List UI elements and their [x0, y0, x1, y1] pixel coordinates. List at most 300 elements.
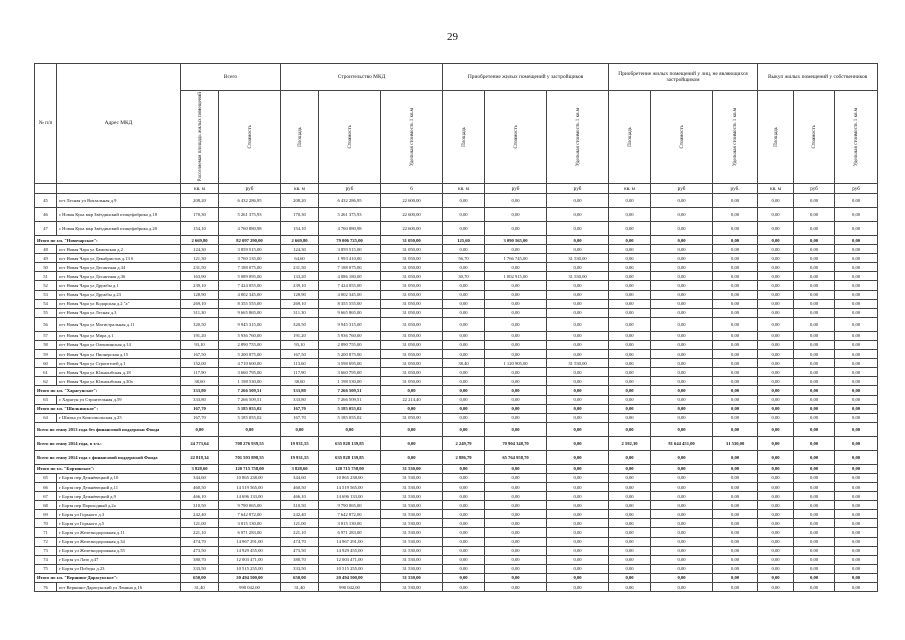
value-cell: 0,00: [547, 546, 609, 555]
value-cell: 2 669,80: [281, 236, 319, 245]
address-cell: пгт Вершино-Дарасунский ул Ленина д.16: [57, 583, 181, 592]
value-cell: 0,00: [758, 236, 794, 245]
header-buyout-cost: Стоимость: [794, 91, 835, 184]
value-cell: 0,00: [443, 290, 485, 299]
value-cell: 0,00: [651, 501, 713, 510]
value-cell: 0,00: [835, 436, 878, 450]
value-cell: 31 050,00: [381, 377, 443, 386]
row-number: 67: [35, 492, 57, 501]
value-cell: 0,00: [758, 573, 794, 582]
value-cell: 0,00: [835, 546, 878, 555]
value-cell: 0,00: [609, 281, 651, 290]
subtotal-row: [35, 450, 878, 464]
value-cell: 0,00: [835, 510, 878, 519]
value-cell: 0,00: [835, 263, 878, 272]
value-cell: 0,00: [547, 537, 609, 546]
value-cell: 14 929 455,00: [319, 546, 381, 555]
value-cell: 0,00: [547, 350, 609, 359]
value-cell: 0,00: [794, 245, 835, 254]
value-cell: 0,00: [651, 272, 713, 281]
row-number: 69: [35, 510, 57, 519]
value-cell: 4 086 180,00: [319, 272, 381, 281]
unit-cell: руб: [835, 184, 878, 194]
value-cell: 0,00: [547, 377, 609, 386]
address-cell: г Борзя ул Железнодорожная д.34: [57, 537, 181, 546]
value-cell: 0,00: [443, 368, 485, 377]
value-cell: 0,00: [485, 519, 547, 528]
value-cell: 0,00: [485, 583, 547, 592]
value-cell: 0,00: [547, 194, 609, 208]
value-cell: 0,00: [219, 422, 281, 436]
value-cell: 3 598 695,00: [319, 359, 381, 368]
address-cell: пгт Новая Чара ул Строителей д.1: [57, 359, 181, 368]
value-cell: 0,00: [651, 422, 713, 436]
table-row: [35, 413, 878, 422]
value-cell: 333,80: [281, 395, 319, 404]
value-cell: 0,00: [794, 473, 835, 482]
row-number: 76: [35, 583, 57, 592]
value-cell: 0,00: [443, 350, 485, 359]
value-cell: 0,00: [835, 573, 878, 582]
address-cell: пгт Лесная ул Вокзальная д.9: [57, 194, 181, 208]
value-cell: 0,00: [547, 308, 609, 317]
value-cell: 5 261 375,93: [319, 208, 381, 222]
value-cell: 0,00: [713, 450, 758, 464]
value-cell: 0,00: [758, 317, 794, 331]
value-cell: 124,30: [181, 245, 219, 254]
value-cell: 990 042,00: [219, 583, 281, 592]
value-cell: 0,00: [794, 404, 835, 413]
value-cell: 0,00: [713, 194, 758, 208]
value-cell: 6 971 283,00: [319, 528, 381, 537]
value-cell: 6 432 286,95: [319, 194, 381, 208]
unit-cell: руб: [319, 184, 381, 194]
value-cell: 7 642 872,00: [319, 510, 381, 519]
value-cell: 14 967 291,00: [319, 537, 381, 546]
value-cell: 31 050,00: [381, 340, 443, 349]
value-cell: 0,00: [547, 290, 609, 299]
row-number: 59: [35, 350, 57, 359]
value-cell: 0,00: [651, 290, 713, 299]
value-cell: 0,00: [713, 564, 758, 573]
table-row: [35, 222, 878, 236]
value-cell: 22 600,00: [381, 194, 443, 208]
value-cell: 0,00: [794, 281, 835, 290]
value-cell: 9 790 065,00: [219, 501, 281, 510]
value-cell: 0,00: [794, 272, 835, 281]
address-cell: г Борзя ул Победы д.23: [57, 564, 181, 573]
value-cell: 7 424 055,00: [219, 281, 281, 290]
value-cell: 12 003 471,00: [319, 555, 381, 564]
value-cell: 0,00: [547, 473, 609, 482]
housing-resettlement-table: [34, 63, 878, 592]
value-cell: 0,00: [319, 422, 381, 436]
value-cell: 380,70: [181, 555, 219, 564]
value-cell: 191,20: [181, 331, 219, 340]
value-cell: 0,00: [835, 350, 878, 359]
value-cell: 0,00: [485, 528, 547, 537]
header-address: Адрес МКД: [57, 64, 181, 184]
value-cell: 0,00: [758, 368, 794, 377]
value-cell: 0,00: [835, 340, 878, 349]
value-cell: 117,90: [181, 368, 219, 377]
value-cell: 0,00: [758, 537, 794, 546]
value-cell: 0,00: [794, 555, 835, 564]
value-cell: 14 696 133,00: [319, 492, 381, 501]
value-cell: 0,00: [609, 555, 651, 564]
row-number: 54: [35, 299, 57, 308]
value-cell: 0,00: [794, 422, 835, 436]
value-cell: 0,00: [485, 317, 547, 331]
table-row: [35, 194, 878, 208]
value-cell: 0,00: [794, 583, 835, 592]
table-row: [35, 510, 878, 519]
value-cell: 0,00: [609, 308, 651, 317]
value-cell: 0,00: [835, 308, 878, 317]
value-cell: 0,00: [758, 564, 794, 573]
value-cell: 7 266 509,51: [319, 395, 381, 404]
value-cell: 4 760 880,98: [219, 222, 281, 236]
table-row: [35, 546, 878, 555]
value-cell: 0,00: [651, 404, 713, 413]
value-cell: 191,20: [281, 331, 319, 340]
unit-cell: кв. м: [609, 184, 651, 194]
value-cell: 0,00: [609, 546, 651, 555]
value-cell: 0,00: [713, 350, 758, 359]
row-number: 63: [35, 395, 57, 404]
value-cell: 242,40: [281, 510, 319, 519]
value-cell: 0,00: [609, 395, 651, 404]
value-cell: 0,00: [443, 245, 485, 254]
value-cell: 9 945 315,00: [219, 317, 281, 331]
table-row: [35, 564, 878, 573]
value-cell: 14 519 565,00: [219, 482, 281, 491]
row-number: 49: [35, 254, 57, 263]
value-cell: 0,00: [758, 350, 794, 359]
table-row: [35, 299, 878, 308]
value-cell: 0,00: [835, 377, 878, 386]
subtotal-row: [35, 422, 878, 436]
value-cell: 31 530,00: [381, 473, 443, 482]
value-cell: 31 050,00: [381, 236, 443, 245]
row-number: 64: [35, 413, 57, 422]
value-cell: 0,00: [651, 395, 713, 404]
value-cell: 701 593 898,55: [219, 450, 281, 464]
table-row: [35, 583, 878, 592]
value-cell: 31 050,00: [381, 272, 443, 281]
table-row: [35, 331, 878, 340]
value-cell: 167,70: [281, 413, 319, 422]
value-cell: 0,00: [713, 245, 758, 254]
value-cell: 1 120 905,00: [485, 359, 547, 368]
value-cell: 19 931,55: [281, 436, 319, 450]
table-row: [35, 537, 878, 546]
value-cell: 0,00: [758, 422, 794, 436]
value-cell: 0,00: [794, 528, 835, 537]
value-cell: 3 660 795,00: [219, 368, 281, 377]
value-cell: 0,00: [547, 482, 609, 491]
value-cell: 31 530,00: [547, 254, 609, 263]
value-cell: 0,00: [547, 208, 609, 222]
value-cell: 24 773,64: [181, 436, 219, 450]
row-number: 71: [35, 528, 57, 537]
value-cell: 0,00: [713, 222, 758, 236]
value-cell: 0,00: [609, 194, 651, 208]
value-cell: 19 931,55: [281, 450, 319, 464]
value-cell: 473,50: [181, 546, 219, 555]
table-row: [35, 263, 878, 272]
value-cell: 31 530,00: [381, 583, 443, 592]
value-cell: 320,50: [281, 317, 319, 331]
value-cell: 0,00: [794, 573, 835, 582]
value-cell: 0,00: [794, 350, 835, 359]
row-number: 51: [35, 272, 57, 281]
value-cell: 31 530,00: [381, 537, 443, 546]
value-cell: 0,00: [443, 308, 485, 317]
value-cell: 0,00: [651, 450, 713, 464]
value-cell: 0,00: [758, 404, 794, 413]
row-number: 60: [35, 359, 57, 368]
value-cell: 31 530,00: [381, 519, 443, 528]
table-row: [35, 272, 878, 281]
value-cell: 0,00: [713, 482, 758, 491]
value-cell: 0,00: [758, 245, 794, 254]
value-cell: 0,00: [485, 222, 547, 236]
value-cell: 635 828 139,85: [319, 436, 381, 450]
value-cell: 0,00: [485, 245, 547, 254]
value-cell: 0,00: [758, 359, 794, 368]
value-cell: 0,00: [485, 208, 547, 222]
value-cell: 121,30: [181, 254, 219, 263]
value-cell: 311,30: [281, 308, 319, 317]
value-cell: 0,00: [443, 317, 485, 331]
table-row: [35, 528, 878, 537]
value-cell: 0,00: [835, 492, 878, 501]
value-cell: 380,70: [281, 555, 319, 564]
value-cell: 0,00: [547, 422, 609, 436]
subtotal-row: [35, 236, 878, 245]
header-buyout-unit-cost: Удельная стоимость 1 кв.м: [835, 91, 878, 184]
value-cell: 0,00: [443, 222, 485, 236]
value-cell: 4 719 600,00: [219, 359, 281, 368]
value-cell: 0,00: [835, 359, 878, 368]
row-number: 55: [35, 308, 57, 317]
value-cell: 31 050,00: [381, 254, 443, 263]
value-cell: 0,00: [609, 386, 651, 395]
value-cell: 0,00: [651, 350, 713, 359]
table-row: [35, 317, 878, 331]
address-cell: пгт Новая Чара ул Пионерская д.15: [57, 350, 181, 359]
table-row: [35, 350, 878, 359]
value-cell: 0,00: [713, 501, 758, 510]
value-cell: 0,00: [713, 546, 758, 555]
value-cell: 0,00: [758, 436, 794, 450]
value-cell: 650,00: [281, 573, 319, 582]
value-cell: 0,00: [609, 340, 651, 349]
address-cell: с Новая Кука мкр Звёздинский птицефабрика д.18: [57, 208, 181, 222]
value-cell: 5 185 055,02: [219, 413, 281, 422]
value-cell: 0,00: [609, 564, 651, 573]
value-cell: 117,90: [281, 368, 319, 377]
value-cell: 0,00: [443, 395, 485, 404]
value-cell: 0,00: [547, 245, 609, 254]
value-cell: 0,00: [758, 299, 794, 308]
value-cell: 0,00: [381, 450, 443, 464]
value-cell: 3 815 130,00: [219, 519, 281, 528]
subtotal-row: [35, 573, 878, 582]
value-cell: 0,00: [609, 583, 651, 592]
subtotal-label: Всего по этапу 2014 года с финансовой поддержкой Фонда: [35, 450, 181, 464]
value-cell: 0,00: [835, 236, 878, 245]
value-cell: 0,00: [758, 395, 794, 404]
subtotal-row: [35, 404, 878, 413]
value-cell: 14 519 565,00: [319, 482, 381, 491]
value-cell: 0,00: [547, 222, 609, 236]
value-cell: 0,00: [794, 317, 835, 331]
value-cell: 31 530,00: [381, 510, 443, 519]
value-cell: 0,00: [443, 573, 485, 582]
value-cell: 31 530,00: [381, 492, 443, 501]
value-cell: 0,00: [651, 537, 713, 546]
value-cell: 3 828,60: [181, 464, 219, 473]
value-cell: 0,00: [713, 281, 758, 290]
value-cell: 0,00: [713, 555, 758, 564]
header-dev-unit-cost: Удельная стоимость 1 кв.м: [547, 91, 609, 184]
value-cell: 1 198 530,00: [319, 377, 381, 386]
value-cell: 0,00: [651, 359, 713, 368]
value-cell: 3 828,60: [281, 464, 319, 473]
value-cell: 0,00: [835, 299, 878, 308]
row-number: 53: [35, 290, 57, 299]
value-cell: 31 530,00: [381, 528, 443, 537]
value-cell: 635 828 139,85: [319, 450, 381, 464]
value-cell: 0,00: [835, 254, 878, 263]
value-cell: 0,00: [547, 340, 609, 349]
value-cell: 22 600,00: [381, 208, 443, 222]
address-cell: пгт Новая Чара ул Южнонбская д.30а: [57, 377, 181, 386]
value-cell: 4 760 880,98: [319, 222, 381, 236]
header-other-cost: Стоимость: [651, 91, 713, 184]
unit-cell: руб: [485, 184, 547, 194]
address-cell: г Шилка ул Комсомольская д.25: [57, 413, 181, 422]
value-cell: 0,00: [443, 501, 485, 510]
value-cell: 125,60: [443, 236, 485, 245]
header-group-construction: Строительство МКД: [281, 64, 443, 91]
value-cell: 0,00: [651, 519, 713, 528]
value-cell: 0,00: [794, 501, 835, 510]
row-number: 73: [35, 546, 57, 555]
subtotal-label: Итого по г.п. "Вершино-Дарасунское":: [35, 573, 181, 582]
unit-cell: руб: [547, 184, 609, 194]
value-cell: 31 050,00: [381, 350, 443, 359]
value-cell: 7 266 509,51: [219, 386, 281, 395]
value-cell: 208,20: [181, 194, 219, 208]
value-cell: 0,00: [651, 528, 713, 537]
value-cell: 0,00: [485, 546, 547, 555]
value-cell: 3 859 515,00: [219, 245, 281, 254]
value-cell: 2 669,80: [181, 236, 219, 245]
value-cell: 0,00: [758, 254, 794, 263]
value-cell: 0,00: [485, 290, 547, 299]
value-cell: 0,00: [443, 404, 485, 413]
table-row: [35, 340, 878, 349]
value-cell: 3 090 565,00: [485, 236, 547, 245]
value-cell: 0,00: [485, 404, 547, 413]
value-cell: 0,00: [794, 368, 835, 377]
address-cell: г Борзя ул Горького д.3: [57, 510, 181, 519]
value-cell: 0,00: [713, 528, 758, 537]
value-cell: 0,00: [651, 208, 713, 222]
table-row: [35, 377, 878, 386]
value-cell: 0,00: [443, 510, 485, 519]
value-cell: 333,50: [281, 564, 319, 573]
value-cell: 0,00: [835, 528, 878, 537]
value-cell: 0,00: [835, 464, 878, 473]
units-row: [35, 184, 878, 194]
value-cell: 82 097 290,00: [219, 236, 281, 245]
value-cell: 0,00: [609, 222, 651, 236]
value-cell: 0,00: [381, 422, 443, 436]
value-cell: 0,00: [713, 422, 758, 436]
value-cell: 5 936 760,00: [219, 331, 281, 340]
value-cell: 152,00: [181, 359, 219, 368]
table-row: [35, 359, 878, 368]
subtotal-label: Итого по г.п. "Харагунское":: [35, 386, 181, 395]
value-cell: 0,00: [713, 519, 758, 528]
value-cell: 0,00: [758, 450, 794, 464]
subtotal-label: Итого по г.о. "Борзинское":: [35, 464, 181, 473]
value-cell: 0,00: [835, 537, 878, 546]
value-cell: 0,00: [758, 208, 794, 222]
value-cell: 0,00: [485, 413, 547, 422]
value-cell: 242,40: [181, 510, 219, 519]
value-cell: 0,00: [713, 236, 758, 245]
header-group-total: Всего: [181, 64, 281, 91]
value-cell: 0,00: [609, 236, 651, 245]
value-cell: 0,00: [485, 464, 547, 473]
value-cell: 208,20: [281, 194, 319, 208]
value-cell: 0,00: [651, 564, 713, 573]
value-cell: 0,00: [381, 404, 443, 413]
header-build-area: Площадь: [281, 91, 319, 184]
value-cell: 121,00: [281, 519, 319, 528]
value-cell: 3 815 130,00: [319, 519, 381, 528]
value-cell: 31 050,00: [381, 317, 443, 331]
value-cell: 5 089 095,00: [219, 272, 281, 281]
value-cell: 170,30: [181, 208, 219, 222]
value-cell: 0,00: [547, 368, 609, 377]
value-cell: 14 929 455,00: [219, 546, 281, 555]
value-cell: 31 530,00: [381, 464, 443, 473]
value-cell: 0,00: [713, 331, 758, 340]
value-cell: 0,00: [651, 492, 713, 501]
address-cell: пгт Новая Чара ул Дружбы д.23: [57, 290, 181, 299]
value-cell: 0,00: [794, 340, 835, 349]
value-cell: 0,00: [794, 546, 835, 555]
row-number: 74: [35, 555, 57, 564]
row-number: 52: [35, 281, 57, 290]
value-cell: 231,50: [181, 263, 219, 272]
value-cell: 0,00: [794, 331, 835, 340]
value-cell: 269,10: [281, 299, 319, 308]
value-cell: 708 276 939,55: [219, 436, 281, 450]
value-cell: 0,00: [485, 482, 547, 491]
address-cell: пгт Новая Чара ул Дружбы д.1: [57, 281, 181, 290]
value-cell: 0,00: [485, 340, 547, 349]
value-cell: 344,60: [281, 473, 319, 482]
value-cell: 0,00: [485, 281, 547, 290]
address-cell: пгт Новая Чара ул Десантная д.34: [57, 263, 181, 272]
